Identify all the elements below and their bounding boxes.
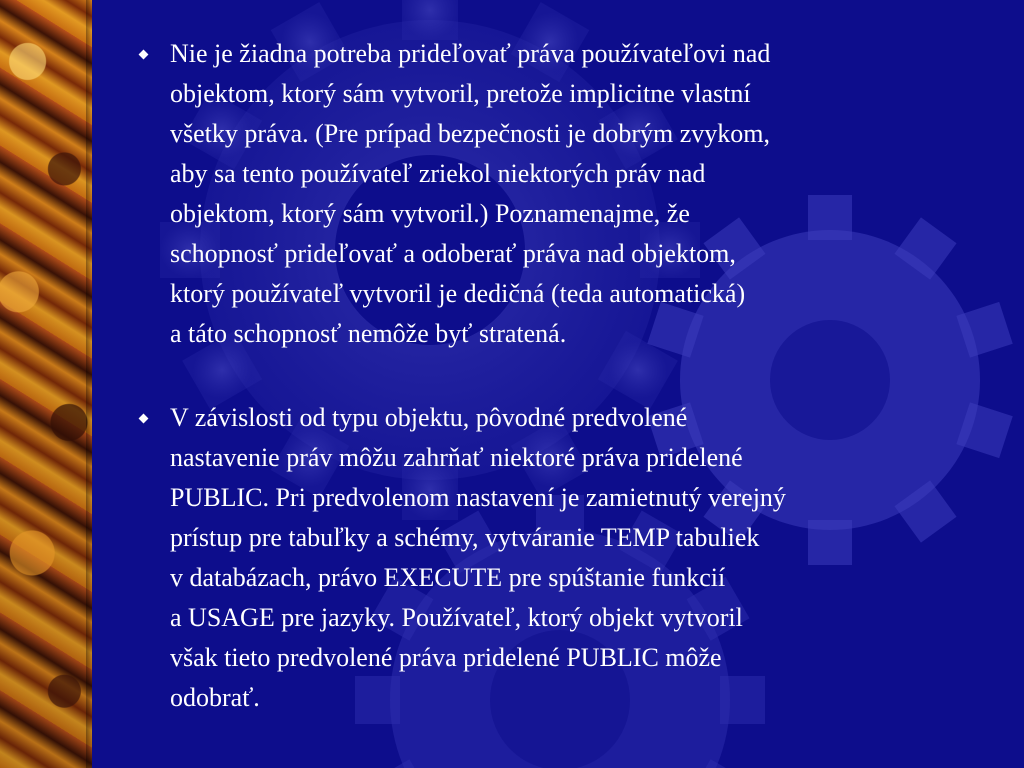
text-line: PUBLIC. Pri predvolenom nastavení je zamietnutý verejný: [170, 483, 786, 512]
text-line: aby sa tento používateľ zriekol niektorých práv nad: [170, 159, 706, 188]
text-line: odobrať.: [170, 683, 260, 712]
bullet-item-2: [132, 398, 992, 718]
decorative-side-strip: [0, 0, 92, 768]
text-line: Nie je žiadna potreba prideľovať práva používateľovi nad: [170, 39, 771, 68]
text-line: v databázach, právo EXECUTE pre spúštanie funkcií: [170, 563, 726, 592]
text-line: prístup pre tabuľky a schémy, vytváranie TEMP tabuliek: [170, 523, 760, 552]
diamond-bullet-icon: [139, 414, 149, 424]
text-line: nastavenie práv môžu zahrňať niektoré práva pridelené: [170, 443, 743, 472]
text-line: a USAGE pre jazyky. Používateľ, ktorý objekt vytvoril: [170, 603, 743, 632]
text-line: však tieto predvolené práva pridelené PUBLIC môže: [170, 643, 722, 672]
text-line: schopnosť prideľovať a odoberať práva nad objektom,: [170, 239, 736, 268]
text-line: ktorý používateľ vytvoril je dedičná (teda automatická): [170, 279, 746, 308]
text-line: a táto schopnosť nemôže byť stratená.: [170, 319, 567, 348]
text-line: V závislosti od typu objektu, pôvodné predvolené: [170, 403, 688, 432]
text-line: objektom, ktorý sám vytvoril, pretože implicitne vlastní: [170, 79, 751, 108]
strip-edge: [86, 0, 92, 768]
strip-texture: [0, 0, 92, 768]
text-line: objektom, ktorý sám vytvoril.) Poznamenajme, že: [170, 199, 690, 228]
text-line: všetky práva. (Pre prípad bezpečnosti je dobrým zvykom,: [170, 119, 770, 148]
bullet-item-1: [132, 34, 992, 354]
diamond-bullet-icon: [139, 50, 149, 60]
bullet-list: [132, 34, 992, 762]
